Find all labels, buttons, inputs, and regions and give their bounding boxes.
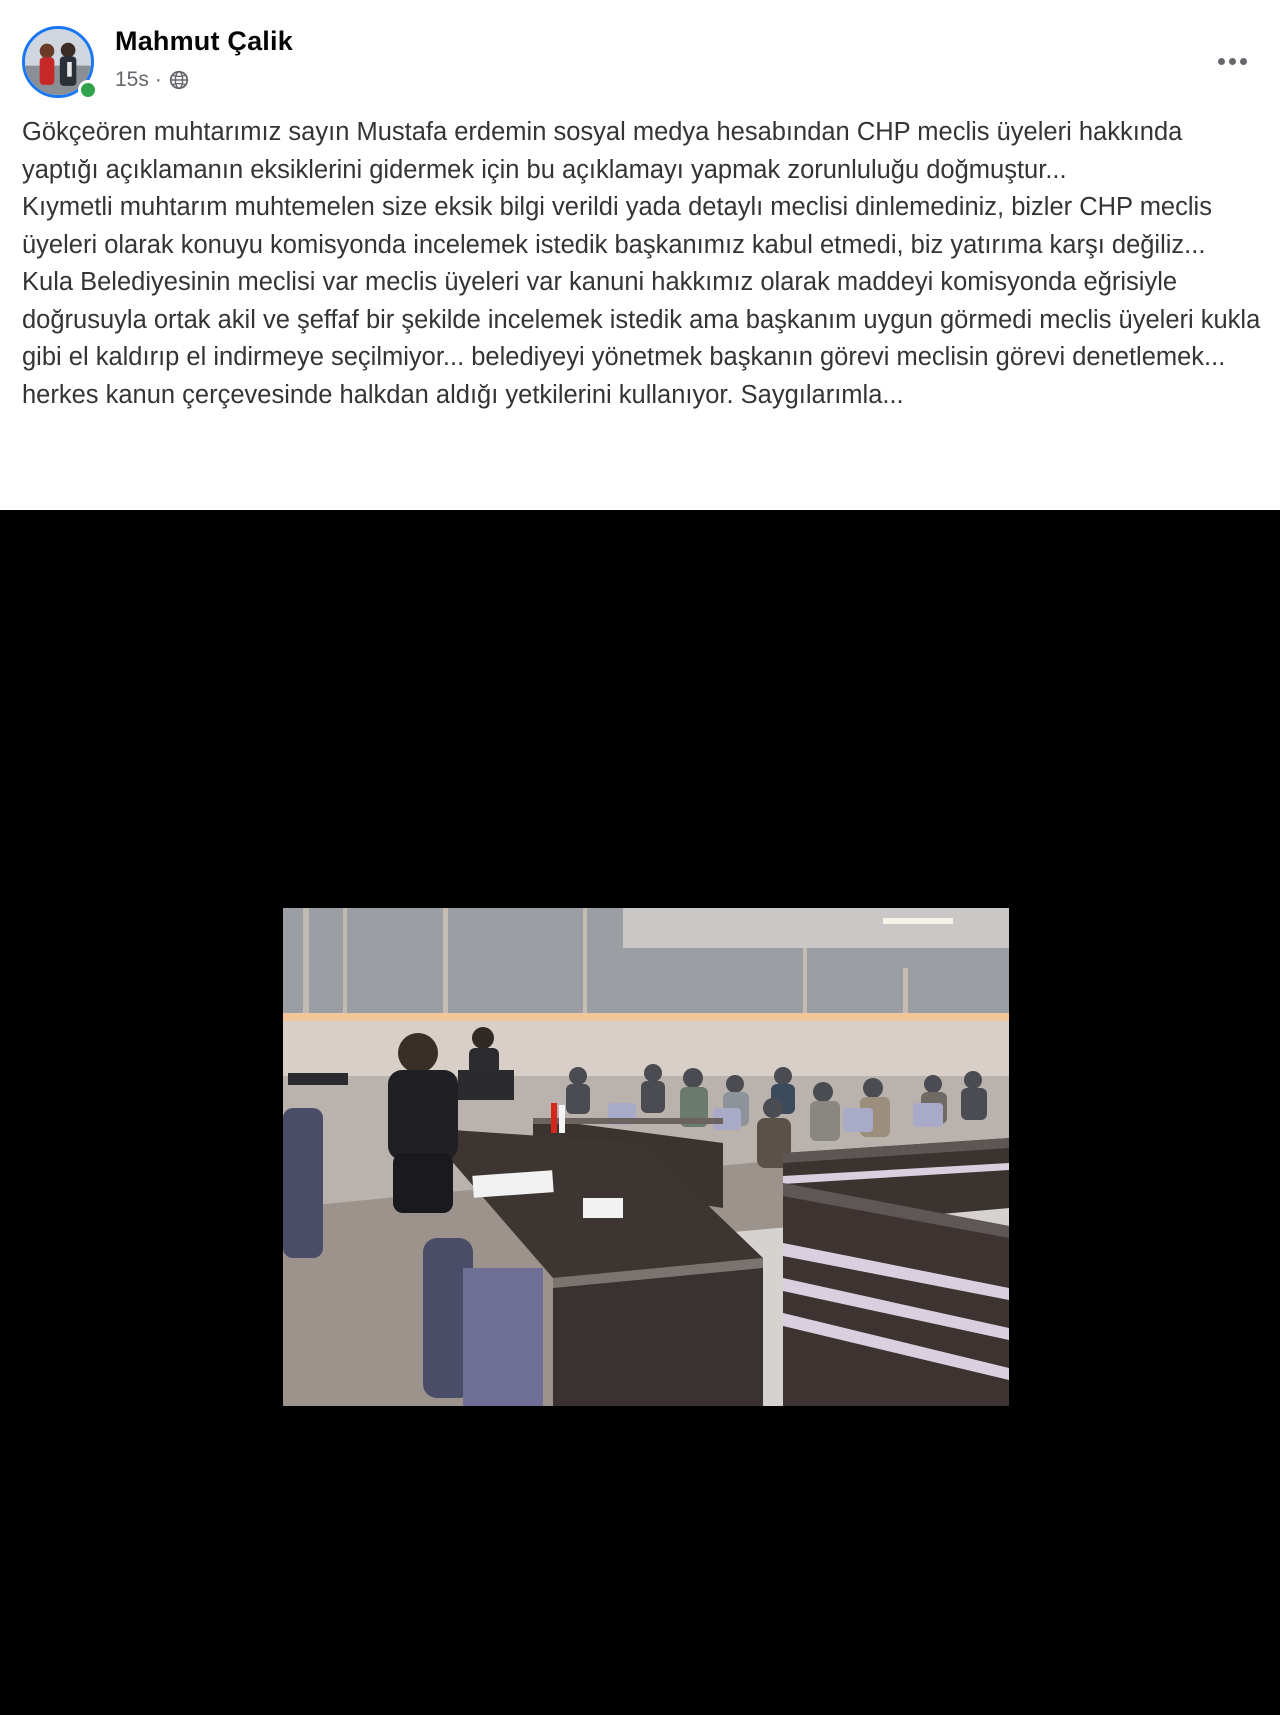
- post-meta: [115, 68, 190, 92]
- meta-separator: ·: [154, 68, 162, 91]
- author-name[interactable]: Mahmut Çalik: [115, 26, 293, 56]
- post-header: [0, 0, 1280, 510]
- globe-icon[interactable]: [168, 69, 190, 91]
- more-dot: [1218, 58, 1225, 65]
- more-dot: [1229, 58, 1236, 65]
- online-status-indicator: [78, 80, 98, 100]
- more-options-icon[interactable]: [1212, 46, 1252, 76]
- post-text: Gökçeören muhtarımız sayın Mustafa erdemin sosyal medya hesabından CHP meclis üyeleri hakkında yaptığı açıklamanın eksiklerini gidermek için bu açıklamayı yapmak zorunluluğu doğmuştur... Kıymetli muhtarım muhtemelen size eksik bilgi verildi yada detaylı meclisi dinlemediniz, bizler CHP meclis üyeleri olarak konuyu komisyonda incelemek istedik başkanımız kabul etmedi, biz yatırıma karşı değiliz... Kula Belediyesinin meclisi var meclis üyeleri var kanuni hakkımız olarak maddeyi komisyonda eğrisiyle doğrusuyla ortak akil ve şeffaf bir şekilde incelemek istedik ama başkanım uygun görmedi meclis üyeleri kukla gibi el kaldırıp el indirmeye seçilmiyor... belediyeyi yönetmek başkanın görevi meclisin görevi denetlemek... herkes kanun çerçevesinde halkdan aldığı yetkilerini kullanıyor. Saygılarımla...: [22, 118, 1261, 409]
- more-dot: [1240, 58, 1247, 65]
- council-meeting-photo: [283, 908, 1009, 1406]
- post-timestamp[interactable]: 15s: [115, 68, 149, 91]
- post-photo[interactable]: [283, 908, 1009, 1406]
